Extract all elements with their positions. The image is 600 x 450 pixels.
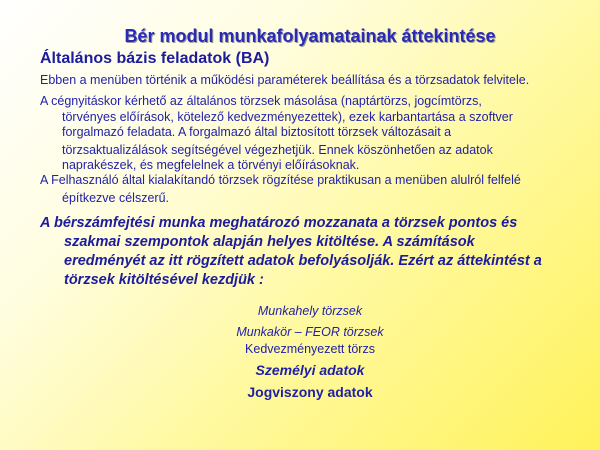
paragraph-2-line-1: A cégnyitáskor kérhető az általános törzsek másolása (naptártörzs, jogcímtörzs, bbox=[40, 94, 482, 108]
paragraph-2-line-3: forgalmazó feladata. A forgalmazó által biztosított törzsek változásait a bbox=[62, 125, 452, 139]
list-item-jogviszony: Jogviszony adatok bbox=[247, 384, 373, 400]
emphasis-line-1: A bérszámfejtési munka meghatározó mozzanata a törzsek pontos és bbox=[40, 215, 518, 231]
list-item-szemelyi: Személyi adatok bbox=[255, 362, 365, 378]
emphasis-line-4: törzsek kitöltésével kezdjük : bbox=[64, 272, 264, 288]
emphasis-block bbox=[40, 214, 570, 290]
list-item-kedvezmenyezett: Kedvezményezett törzs bbox=[245, 342, 375, 356]
slide-title: Bér modul munkafolyamatainak áttekintése bbox=[124, 26, 496, 46]
list-item-munkahely: Munkahely törzsek bbox=[257, 304, 363, 318]
emphasis-line-2: szakmai szempontok alapján helyes kitöltése. A számítások bbox=[64, 234, 475, 250]
paragraph-3-line-1: A Felhasználó által kialakítandó törzsek rögzítése praktikusan a menüben alulról felfelé bbox=[40, 173, 521, 187]
paragraph-2-line-4: törzsaktualizálások segítségével végezhetjük. Ennek köszönhetően az adatok bbox=[62, 143, 493, 157]
paragraph-1: Ebben a menüben történik a működési paraméterek beállítása és a törzsadatok felvitele. bbox=[40, 73, 530, 87]
emphasis-line-3: eredményét az itt rögzített adatok befolyásolják. Ezért az áttekintést a bbox=[64, 253, 542, 269]
paragraph-3-line-2: építkezve célszerű. bbox=[62, 191, 169, 205]
section-subtitle: Általános bázis feladatok (BA) bbox=[40, 50, 270, 67]
paragraph-2-line-5: naprakészek, és megfelelnek a törvényi előírásoknak. bbox=[62, 158, 360, 172]
list-item-munkakor: Munkakör – FEOR törzsek bbox=[236, 325, 384, 339]
paragraph-2-line-2: törvényes előírások, kötelező kedvezményezettek), ezek karbantartása a szoftver bbox=[62, 110, 513, 124]
